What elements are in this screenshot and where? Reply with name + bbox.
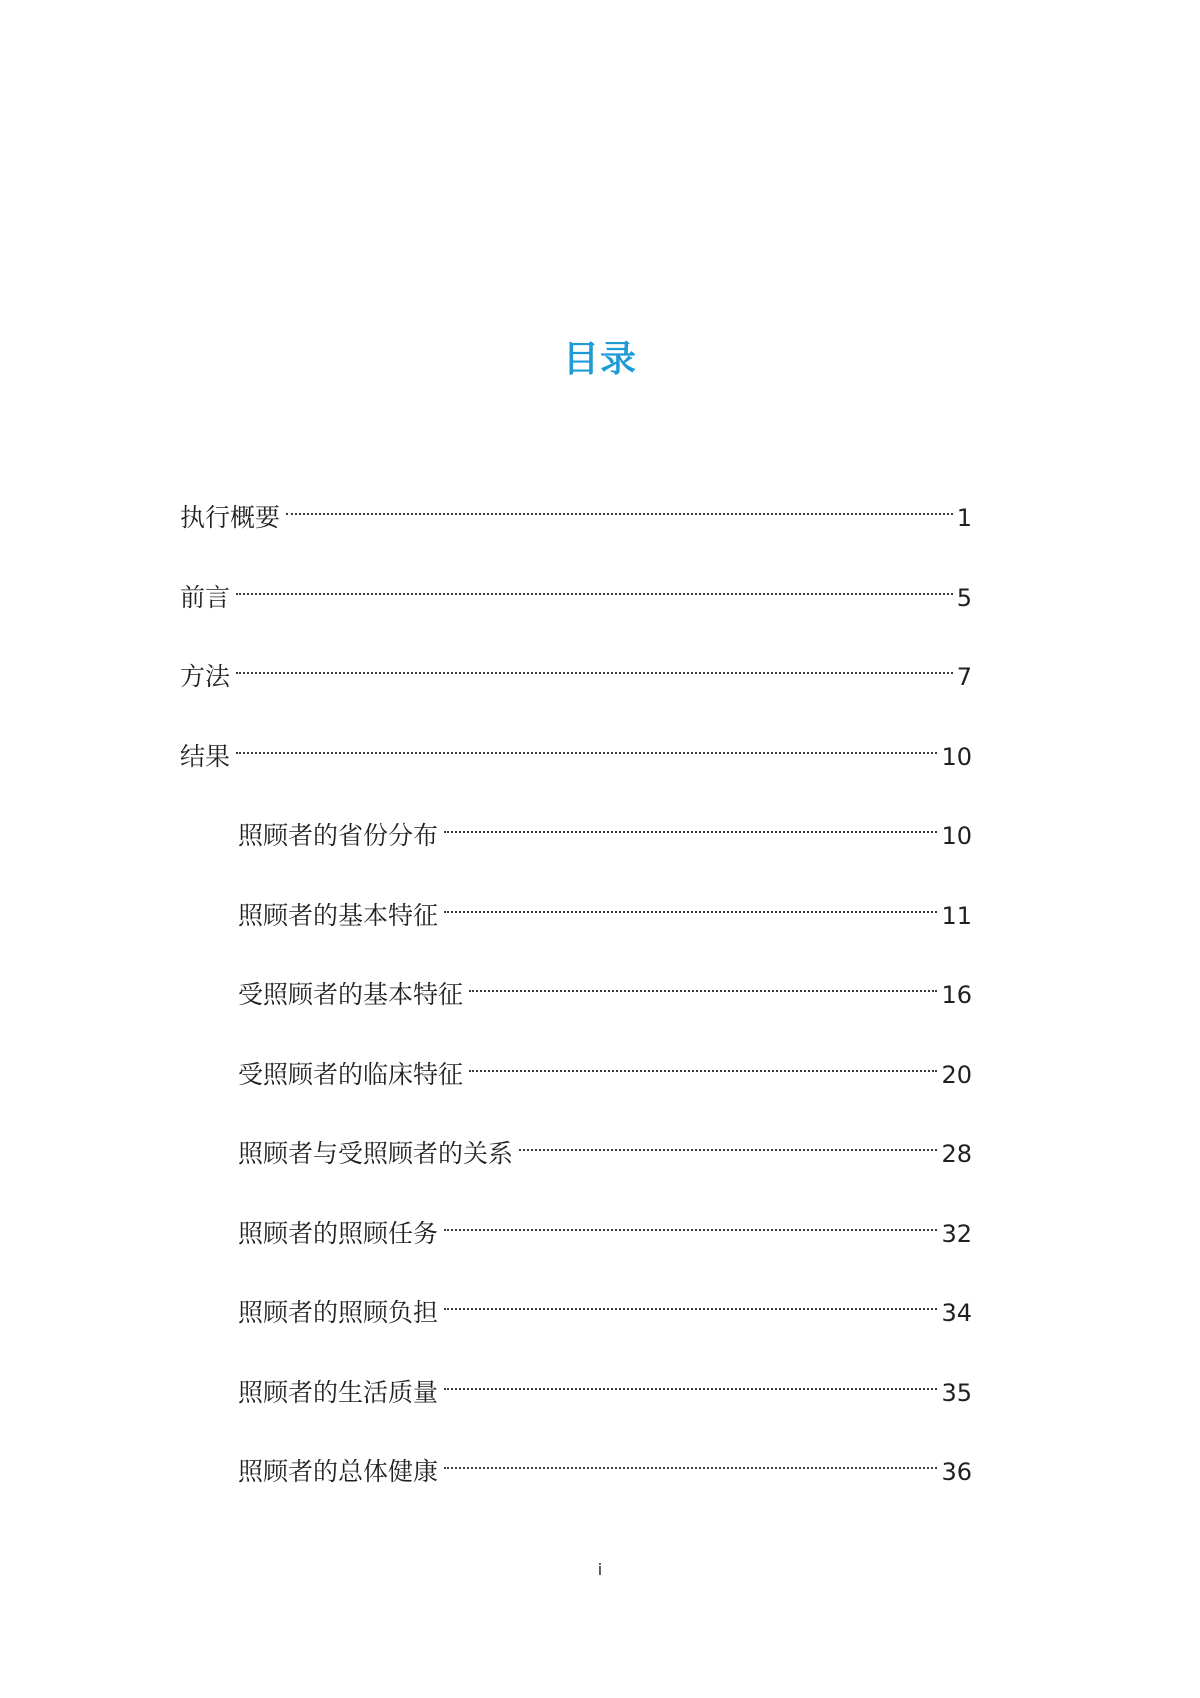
dot-leader: [519, 1121, 937, 1161]
toc-entry-executive-summary[interactable]: [180, 486, 972, 566]
dot-leader: [444, 1201, 937, 1241]
toc-entry-page: 11: [941, 901, 972, 930]
toc-entry-label: 受照顾者的临床特征: [238, 1059, 464, 1089]
toc-entry-page: 32: [941, 1219, 972, 1248]
toc-entry-methods[interactable]: [180, 645, 972, 725]
toc-entry-caregiver-province-distribution[interactable]: [180, 804, 972, 884]
toc-entry-page: 5: [956, 583, 972, 612]
dot-leader: [444, 883, 937, 923]
toc-entry-label: 照顾者的总体健康: [238, 1457, 439, 1486]
toc-entry-page: 35: [941, 1378, 972, 1407]
toc-entry-label: 照顾者的生活质量: [238, 1377, 439, 1407]
toc-entry-care-recipient-basic-characteristics[interactable]: [180, 963, 972, 1043]
dot-leader: [444, 1439, 937, 1479]
toc-entry-label: 方法: [180, 662, 231, 691]
toc-entry-page: 20: [941, 1060, 972, 1089]
toc-entry-care-recipient-clinical-characteristics[interactable]: [180, 1043, 972, 1123]
toc-entry-caregiver-basic-characteristics[interactable]: [180, 884, 972, 964]
table-of-contents: [180, 486, 972, 1520]
dot-leader: [236, 724, 937, 764]
toc-entry-page: 16: [941, 981, 972, 1009]
toc-entry-caregiver-recipient-relationship[interactable]: [180, 1122, 972, 1202]
toc-entry-preface[interactable]: [180, 566, 972, 646]
page-number: i: [597, 1560, 603, 1579]
toc-entry-caregiver-overall-health[interactable]: [180, 1440, 972, 1520]
dot-leader: [236, 644, 953, 684]
toc-entry-label: 照顾者与受照顾者的关系: [238, 1139, 514, 1168]
toc-entry-results[interactable]: [180, 725, 972, 805]
toc-entry-label: 照顾者的照顾负担: [238, 1298, 439, 1327]
toc-entry-caregiver-quality-of-life[interactable]: [180, 1361, 972, 1441]
dot-leader: [444, 1280, 937, 1320]
toc-entry-page: 34: [941, 1299, 972, 1327]
toc-entry-page: 10: [941, 742, 972, 771]
toc-entry-page: 7: [956, 663, 972, 691]
dot-leader: [444, 1360, 937, 1400]
toc-entry-page: 10: [941, 822, 972, 850]
toc-entry-label: 执行概要: [180, 503, 281, 532]
toc-entry-label: 受照顾者的基本特征: [238, 980, 464, 1009]
toc-title: 目录: [562, 339, 637, 381]
toc-entry-caregiver-care-tasks[interactable]: [180, 1202, 972, 1282]
toc-entry-page: 1: [956, 504, 972, 532]
toc-entry-label: 照顾者的省份分布: [238, 821, 439, 850]
toc-entry-page: 28: [941, 1140, 972, 1168]
dot-leader: [469, 1042, 937, 1082]
dot-leader: [469, 962, 937, 1002]
toc-entry-label: 结果: [180, 741, 231, 771]
dot-leader: [286, 485, 953, 525]
toc-entry-label: 前言: [180, 582, 231, 612]
toc-entry-label: 照顾者的基本特征: [238, 900, 439, 930]
toc-entry-label: 照顾者的照顾任务: [238, 1218, 439, 1248]
dot-leader: [236, 565, 953, 605]
dot-leader: [444, 803, 937, 843]
toc-entry-page: 36: [941, 1458, 972, 1486]
toc-entry-caregiver-care-burden[interactable]: [180, 1281, 972, 1361]
